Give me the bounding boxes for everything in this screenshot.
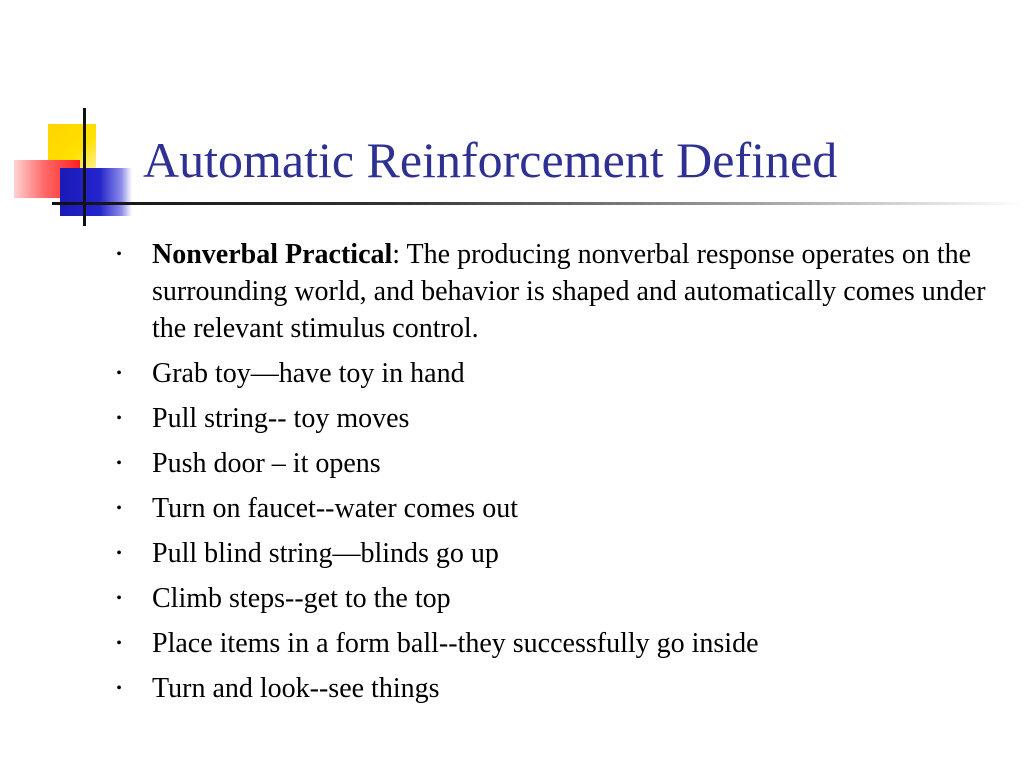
bullet-example [112,355,1002,392]
bullet-term: Nonverbal Practical [152,239,393,270]
bullet-marker: • [116,246,122,263]
bullet-marker: • [116,455,122,472]
bullet-example [112,625,1002,662]
bullet-text: Pull blind string—blinds go up [152,538,499,569]
blue-square [60,168,132,216]
bullet-text: Pull string-- toy moves [152,403,410,434]
vertical-rule [83,108,86,226]
bullet-example [112,400,1002,437]
bullet-intro [112,236,1002,347]
title-underline [52,202,1024,205]
bullet-example [112,535,1002,572]
bullet-marker: • [116,680,122,697]
bullet-text: Turn and look--see things [152,673,440,704]
bullet-marker: • [116,635,122,652]
bullet-list [112,236,1002,715]
bullet-example [112,580,1002,617]
bullet-marker: • [116,545,122,562]
bullet-text: Grab toy—have toy in hand [152,358,465,389]
bullet-definition: : The producing nonverbal response operates on the surrounding world, and behavior is shaped and automatically comes under the relevant stimulus control. [152,239,986,344]
bullet-example [112,445,1002,482]
bullet-marker: • [116,590,122,607]
bullet-text: Turn on faucet--water comes out [152,493,518,524]
bullet-text: Push door – it opens [152,448,381,479]
bullet-marker: • [116,500,122,517]
bullet-marker: • [116,410,122,427]
bullet-example [112,490,1002,527]
bullet-text: Place items in a form ball--they successfully go inside [152,628,759,659]
bullet-marker: • [116,365,122,382]
bullet-text: Climb steps--get to the top [152,583,451,614]
slide-title: Automatic Reinforcement Defined [143,132,838,188]
bullet-example [112,670,1002,707]
